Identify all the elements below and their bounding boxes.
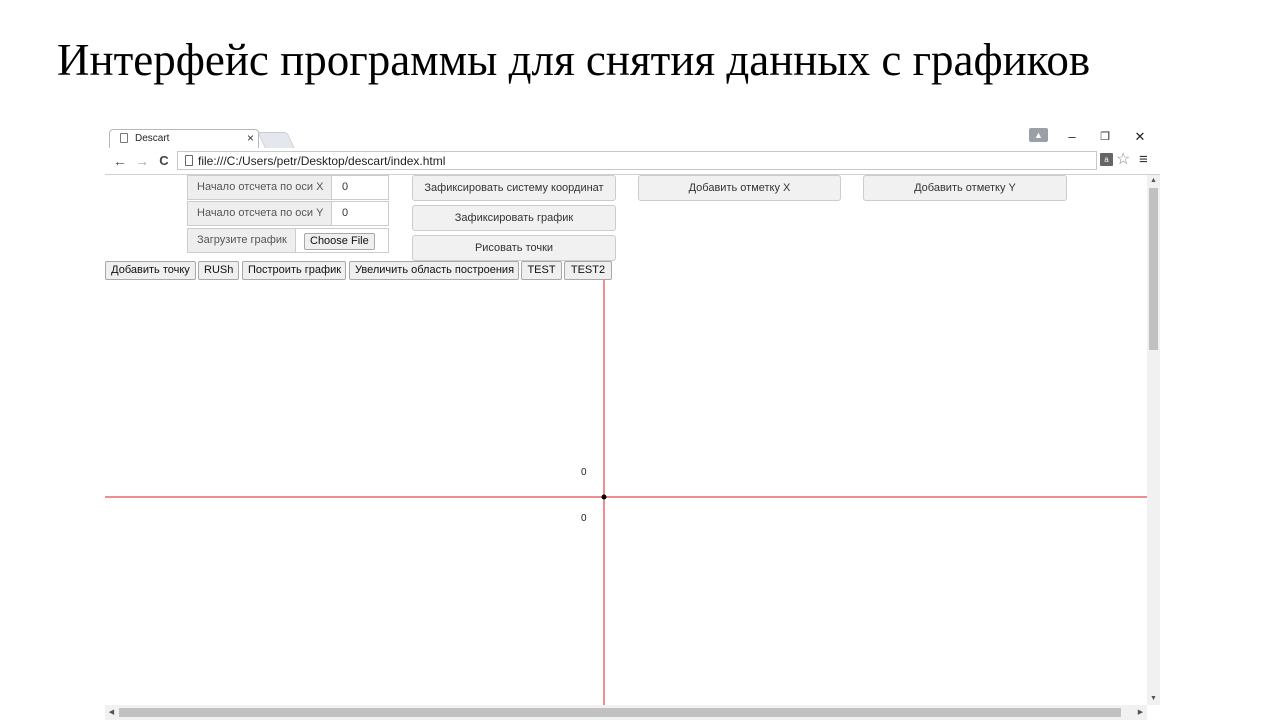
fix-coords-button[interactable]: Зафиксировать систему координат <box>412 175 616 201</box>
browser-window <box>105 127 1160 720</box>
test-button[interactable]: TEST <box>521 261 562 280</box>
vertical-scroll-thumb[interactable] <box>1149 188 1158 350</box>
choose-file-button[interactable]: Choose File <box>304 233 375 250</box>
bookmark-star-icon[interactable]: ☆ <box>1116 151 1131 168</box>
origin-x-group <box>187 175 389 200</box>
reload-icon[interactable]: C <box>159 153 169 168</box>
forward-icon[interactable]: → <box>135 153 149 169</box>
origin-x-label: Начало отсчета по оси X <box>188 176 332 199</box>
rush-button[interactable]: RUSh <box>198 261 239 280</box>
origin-point <box>602 495 607 500</box>
origin-y-input[interactable] <box>332 202 388 225</box>
restore-button[interactable]: ❐ <box>1100 131 1110 143</box>
tab-title: Descart <box>135 133 170 144</box>
origin-x-input[interactable] <box>332 176 388 199</box>
profile-icon[interactable]: ▲ <box>1029 128 1048 142</box>
scroll-down-icon[interactable]: ▼ <box>1150 695 1157 702</box>
browser-toolbar <box>105 148 1160 175</box>
tab-descart[interactable] <box>109 129 259 148</box>
new-tab-button[interactable] <box>257 132 294 148</box>
graph-canvas[interactable] <box>105 175 1147 705</box>
add-mark-y-button[interactable]: Добавить отметку Y <box>863 175 1067 201</box>
page-viewport <box>105 175 1160 720</box>
horizontal-scrollbar[interactable] <box>105 705 1147 720</box>
scroll-left-icon[interactable]: ◀ <box>108 709 115 716</box>
back-icon[interactable]: ← <box>113 153 127 169</box>
enlarge-area-button[interactable]: Увеличить область построения <box>349 261 519 280</box>
origin-y-label: Начало отсчета по оси Y <box>188 202 332 225</box>
build-graph-button[interactable]: Построить график <box>242 261 346 280</box>
page-icon <box>185 155 193 166</box>
origin-label-upper: 0 <box>581 467 587 478</box>
tab-strip <box>105 127 1160 149</box>
vertical-scrollbar[interactable] <box>1147 175 1160 705</box>
minimize-button[interactable]: – <box>1068 129 1076 144</box>
origin-y-group <box>187 201 389 226</box>
scroll-up-icon[interactable]: ▲ <box>1150 177 1157 184</box>
draw-points-button[interactable]: Рисовать точки <box>412 235 616 261</box>
menu-icon[interactable]: ≡ <box>1139 151 1148 168</box>
add-point-button[interactable]: Добавить точку <box>105 261 196 280</box>
address-bar[interactable] <box>177 151 1097 170</box>
upload-label: Загрузите график <box>188 229 296 252</box>
translate-icon[interactable]: a <box>1100 153 1113 166</box>
slide-title: Интерфейс программы для снятия данных с графиков <box>57 35 1091 85</box>
url-text: file:///C:/Users/petr/Desktop/descart/index.html <box>198 154 446 168</box>
scroll-right-icon[interactable]: ▶ <box>1137 709 1144 716</box>
upload-group <box>187 228 389 253</box>
close-window-button[interactable]: ✕ <box>1134 129 1146 144</box>
tab-close-icon[interactable]: × <box>247 131 255 145</box>
page-icon <box>120 133 128 143</box>
fix-graph-button[interactable]: Зафиксировать график <box>412 205 616 231</box>
add-mark-x-button[interactable]: Добавить отметку X <box>638 175 841 201</box>
test2-button[interactable]: TEST2 <box>564 261 612 280</box>
origin-label-lower: 0 <box>581 513 587 524</box>
horizontal-scroll-thumb[interactable] <box>119 708 1121 717</box>
